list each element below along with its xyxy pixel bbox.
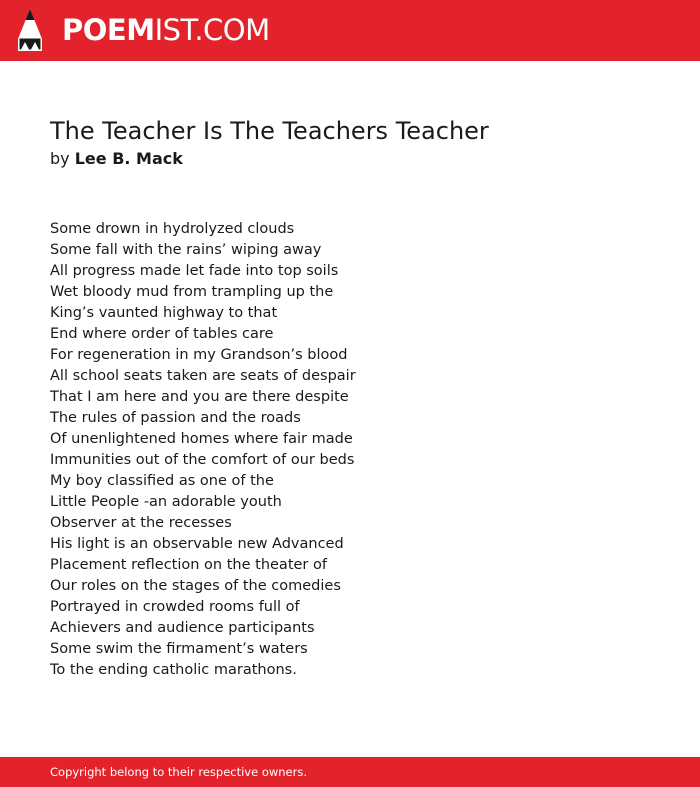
byline bbox=[50, 149, 183, 169]
poem-line: King’s vaunted highway to that bbox=[50, 305, 278, 321]
site-logo[interactable] bbox=[62, 12, 270, 48]
poem-line: Some drown in hydrolyzed clouds bbox=[50, 221, 295, 237]
poem-line: His light is an observable new Advanced bbox=[50, 536, 344, 552]
poem-line: Our roles on the stages of the comedies bbox=[50, 578, 341, 594]
poem-line: Placement reflection on the theater of bbox=[50, 557, 327, 573]
copyright-text: Copyright belong to their respective owners. bbox=[50, 765, 308, 779]
poem-line: The rules of passion and the roads bbox=[50, 410, 301, 426]
poem-line: To the ending catholic marathons. bbox=[50, 662, 297, 678]
poem-body bbox=[50, 219, 356, 681]
poem-line: For regeneration in my Grandson’s blood bbox=[50, 347, 348, 363]
poem-line: Of unenlightened homes where fair made bbox=[50, 431, 353, 447]
author-name: Lee B. Mack bbox=[74, 149, 183, 168]
poem-line: End where order of tables care bbox=[50, 326, 274, 342]
site-footer bbox=[0, 757, 700, 787]
poem-line: Observer at the recesses bbox=[50, 515, 232, 531]
pencil-icon[interactable] bbox=[18, 9, 42, 51]
poem-line: Immunities out of the comfort of our beds bbox=[50, 452, 355, 468]
poem-line: Some swim the firmament’s waters bbox=[50, 641, 308, 657]
site-header bbox=[0, 0, 700, 61]
poem-line: Wet bloody mud from trampling up the bbox=[50, 284, 334, 300]
poem-line: Achievers and audience participants bbox=[50, 620, 315, 636]
logo-text-light: IST.COM bbox=[154, 13, 270, 47]
logo-text-bold: POEM bbox=[62, 13, 155, 47]
poem-line: All progress made let fade into top soils bbox=[50, 263, 339, 279]
poem-line: That I am here and you are there despite bbox=[50, 389, 349, 405]
poem-title: The Teacher Is The Teachers Teacher bbox=[50, 117, 489, 145]
poem-line: Portrayed in crowded rooms full of bbox=[50, 599, 300, 615]
poem-line: My boy classified as one of the bbox=[50, 473, 274, 489]
by-label: by bbox=[50, 149, 70, 168]
poem-line: Little People -an adorable youth bbox=[50, 494, 282, 510]
poem-line: All school seats taken are seats of despair bbox=[50, 368, 356, 384]
poem-line: Some fall with the rains’ wiping away bbox=[50, 242, 322, 258]
